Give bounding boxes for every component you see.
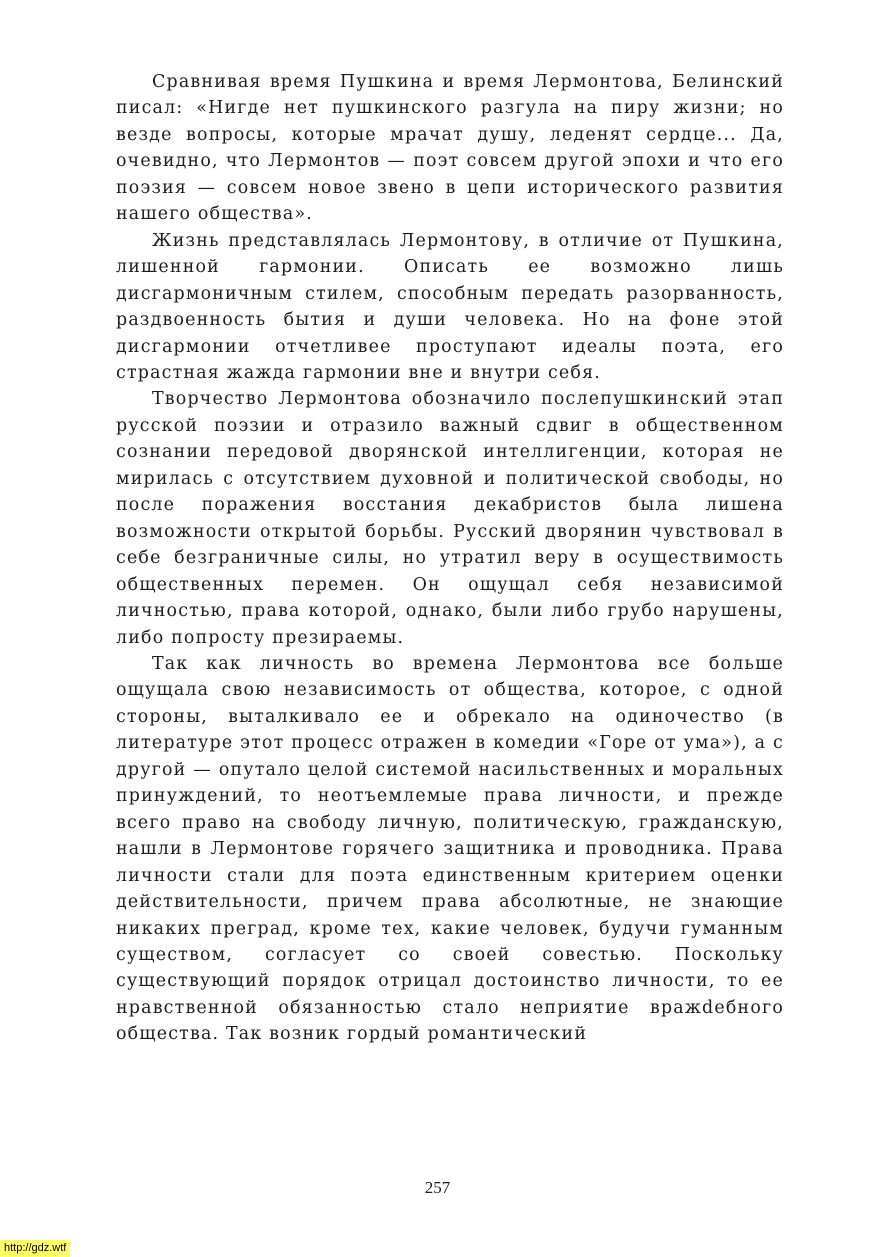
page-body [116,69,784,1048]
paragraph-3: Творчество Лермонтова обозначило послепушкинский этап русской поэзии и отразило важный сдвиг в общественном сознании передовой дворянской интеллигенции, которая не мирилась с отсутствием духовной и политической свободы, но после поражения восстания декабристов была лишена возможности открытой борьбы. Русский дворянин чувствовал в себе безграничные силы, но утратил веру в осуществимость общественных перемен. Он ощущал себя независимой личностью, права которой, однако, были либо грубо нарушены, либо попросту презираемы. [116,389,784,648]
watermark-link[interactable]: http://gdz.wtf [0,1240,70,1257]
paragraph-1: Сравнивая время Пушкина и время Лермонтова, Белинский писал: «Нигде нет пушкинского разгула на пиру жизни; но везде вопросы, которые мрачат душу, леденят сердце... Да, очевидно, что Лермонтов — поэт совсем другой эпохи и что его поэзия — совсем новое звено в цепи исторического развития нашего общества». [116,72,784,225]
paragraph-4: Так как личность во времена Лермонтова все больше ощущала свою независимость от общества, которое, с одной стороны, выталкивало ее и обрекало на одиночество (в литературе этот процесс отражен в комедии «Горе от ума»), а с другой — опутало целой системой насильственных и моральных принуждений, то неотъемлемые права личности, и прежде всего право на свободу личную, политическую, гражданскую, нашли в Лермонтове горячего защитника и проводника. Права личности стали для поэта единственным критерием оценки действительности, причем права абсолютные, не знающие никаких преград, кроме тех, какие человек, будучи гуманным существом, согласует со своей совестью. Поскольку существующий порядок отрицал достоинство личности, то ее нравственной обязанностью стало неприятие вражdебного общества. Так возник гордый романтический [116,653,784,1045]
paragraph-2: Жизнь представлялась Лермонтову, в отличие от Пушкина, лишенной гармонии. Описать ее возможно лишь дисгармоничным стилем, способным передать разорванность, раздвоенность бытия и души человека. Но на фоне этой дисгармонии отчетливее проступают идеалы поэта, его страстная жажда гармонии вне и внутри себя. [116,230,784,383]
page-number: 257 [424,1178,451,1197]
